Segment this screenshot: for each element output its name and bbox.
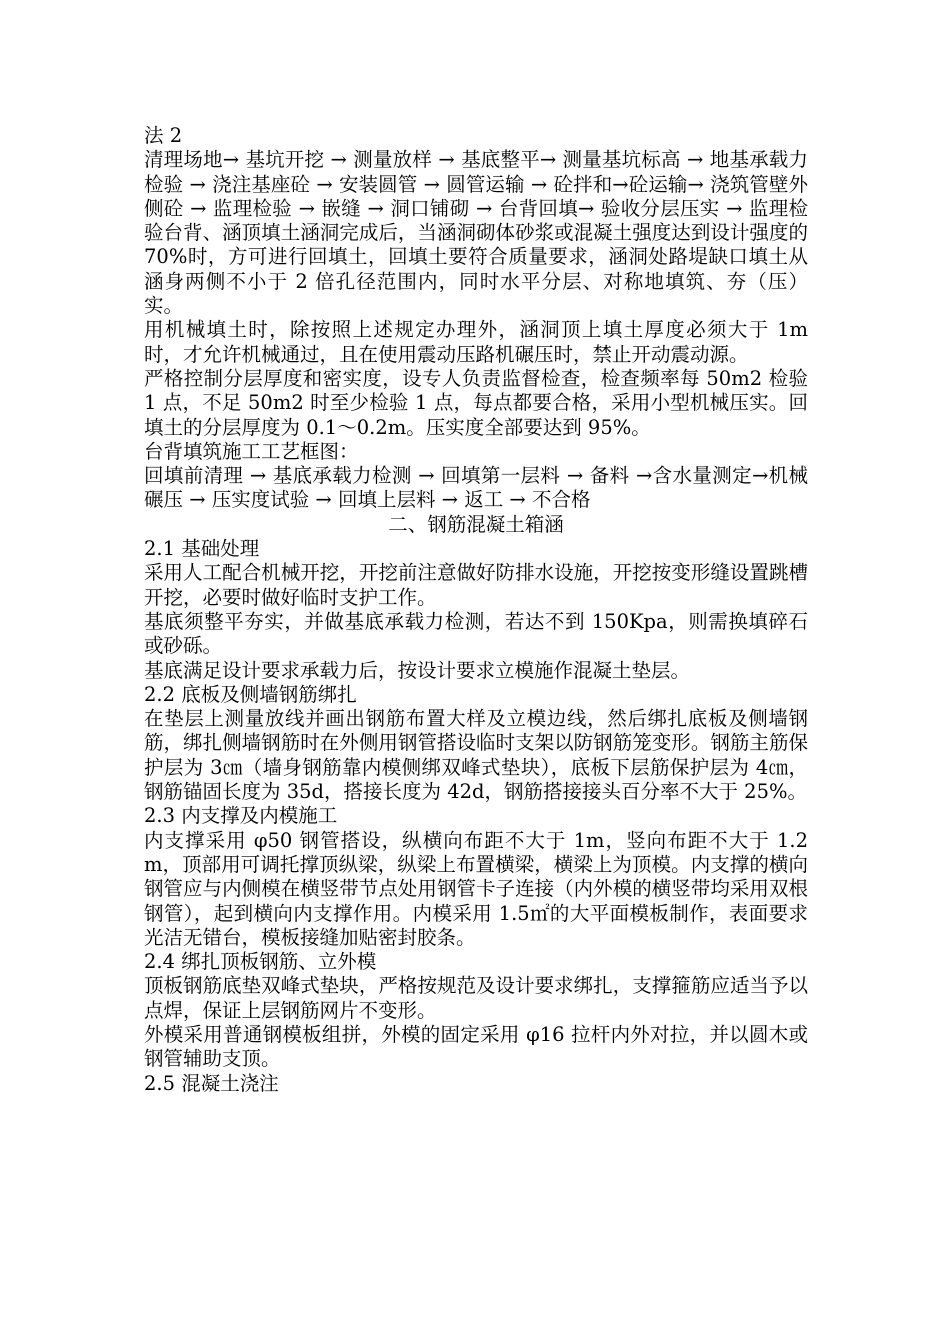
heading-backfill-diagram: 台背填筑施工工艺框图： — [144, 439, 359, 463]
paragraph-outer-formwork: 外模采用普通钢模板组拼，外模的固定采用 φ16 拉杆内外对拉，并以圆木或钢管辅助支顶。 — [144, 1022, 808, 1071]
document-body — [144, 124, 808, 1096]
heading-2-5-concrete-pouring: 2.5 混凝土浇注 — [144, 1071, 279, 1095]
heading-2-3-inner-support: 2.3 内支撑及内模施工 — [144, 804, 338, 828]
heading-2-1-foundation: 2.1 基础处理 — [144, 537, 260, 561]
paragraph-cushion-layer: 基底满足设计要求承载力后，按设计要求立模施作混凝土垫层。 — [144, 658, 691, 682]
heading-2-4-top-rebar: 2.4 绑扎顶板钢筋、立外模 — [144, 950, 377, 974]
paragraph-excavation: 采用人工配合机械开挖，开挖前注意做好防排水设施，开挖按变形缝设置跳槽开挖，必要时做好临时支护工作。 — [144, 561, 808, 609]
paragraph-base-compaction: 基底须整平夯实，并做基底承载力检测，若达不到 150Kpa，则需换填碎石或砂砾。 — [144, 609, 808, 658]
section-heading-method-2: 法 2 — [144, 124, 183, 147]
paragraph-inner-support: 内支撑采用 φ50 钢管搭设，纵横向布距不大于 1m，竖向布距不大于 1.2 m，顶部用可调托撑顶纵梁，纵梁上布置横梁，横梁上为顶模。内支撑的横向钢管应与内侧模在横竖带节点处用钢管卡子连接（内外模的横竖带均采用双根钢管），起到横向内支撑作用。内模采用 1.5㎡的大平面模板制作，表面要求光洁无错台，模板接缝加贴密封胶条。 — [144, 828, 808, 949]
section-title-box-culvert: 二、钢筋混凝土箱涵 — [388, 512, 564, 536]
paragraph-rebar-details: 在垫层上测量放线并画出钢筋布置大样及立模边线，然后绑扎底板及侧墙钢筋，绑扎侧墙钢筋时在外侧用钢管搭设临时支架以防钢筋笼变形。钢筋主筋保护层为 3㎝（墙身钢筋靠内模侧绑双峰式垫块），底板下层筋保护层为 4㎝，钢筋锚固长度为 35d，搭接长度为 42d，钢筋搭接接头百分率不大于 25%。 — [144, 707, 808, 804]
paragraph-culvert-process-flow: 清理场地→ 基坑开挖 → 测量放样 → 基底整平→ 测量基坑标高 → 地基承载力检验 → 浇注基座砼 → 安装圆管 → 圆管运输 → 砼拌和→砼运输→ 浇筑管壁外侧砼 → 监理检验 → 嵌缝 → 洞口铺砌 → 台背回填→ 验收分层压实 → 监理检验台背、涵顶填土涵洞完成后，当涵洞砌体砂浆或混凝土强度达到设计强度的 70%时，方可进行回填土，回填土要符合质量要求，涵洞处路堤缺口填土从涵身两侧不小于 2 倍孔径范围内，同时水平分层、对称地填筑、夯（压）实。 — [144, 148, 808, 318]
paragraph-compaction-control: 严格控制分层厚度和密实度，设专人负责监督检查，检查频率每 50m2 检验 1 点，不足 50m2 时至少检验 1 点，每点都要合格，采用小型机械压实。回填土的分层厚度为 0.1～0.2m。压实度全部要达到 95%。 — [144, 366, 808, 439]
paragraph-backfill-flow: 回填前清理 → 基底承载力检测 → 回填第一层料 → 备料 →含水量测定→机械碾压 → 压实度试验 → 回填上层料 → 返工 → 不合格 — [144, 464, 808, 512]
paragraph-top-rebar: 顶板钢筋底垫双峰式垫块，严格按规范及设计要求绑扎，支撑箍筋应适当予以点焊，保证上层钢筋网片不变形。 — [144, 974, 808, 1022]
paragraph-mechanical-fill: 用机械填土时，除按照上述规定办理外，涵洞顶上填土厚度必须大于 1m 时，才允许机械通过，且在使用震动压路机碾压时，禁止开动震动源。 — [144, 318, 808, 366]
heading-2-2-rebar-binding: 2.2 底板及侧墙钢筋绑扎 — [144, 682, 357, 706]
